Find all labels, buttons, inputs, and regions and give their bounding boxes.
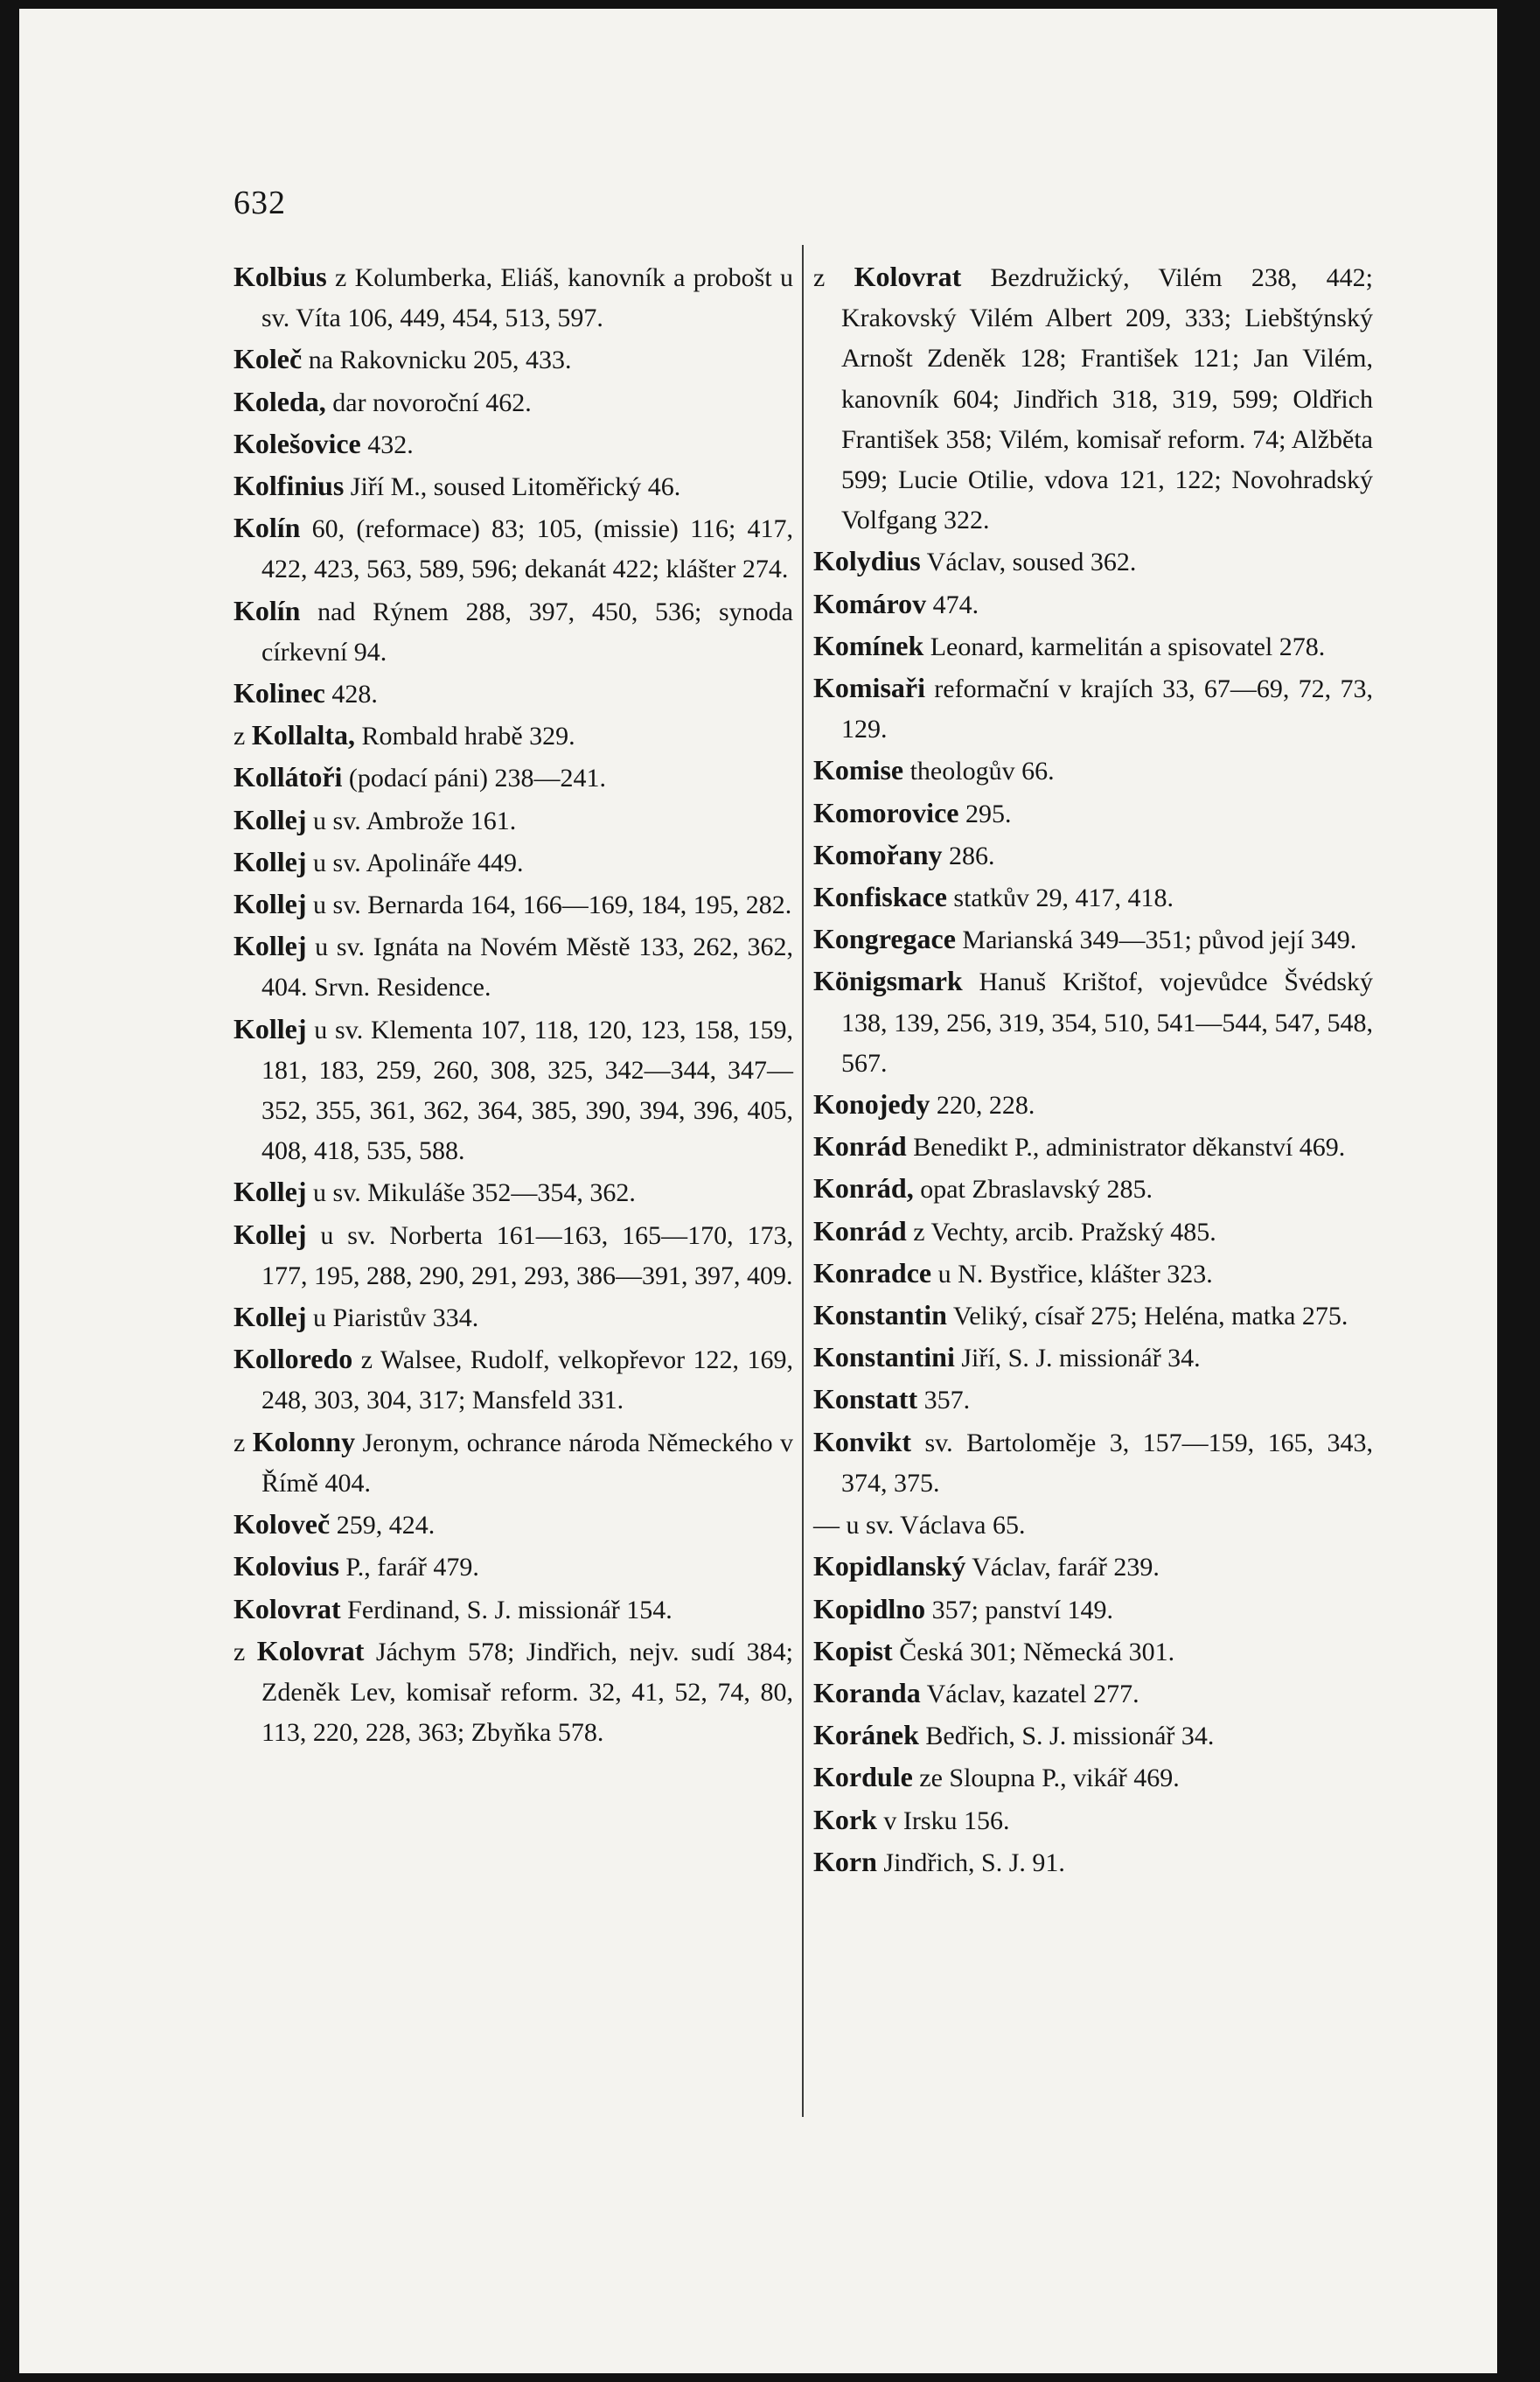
index-entry xyxy=(233,842,793,884)
index-entry xyxy=(813,1253,1373,1295)
entry-keyword: Koloveč xyxy=(233,1508,331,1540)
index-entry xyxy=(813,835,1373,877)
entry-keyword: Komořany xyxy=(813,838,943,870)
entry-keyword: Konradce xyxy=(813,1256,932,1289)
entry-references: u sv. Bernarda 164, 166—169, 184, 195, 282. xyxy=(306,891,792,920)
entry-references: u sv. Norberta 161—163, 165—170, 173, 177, 195, 288, 290, 291, 293, 386—391, 397, 409. xyxy=(261,1220,793,1290)
entry-keyword: Konrád xyxy=(813,1214,907,1247)
index-entry xyxy=(233,884,793,926)
entry-references: u Piaristův 334. xyxy=(306,1303,479,1333)
index-entry xyxy=(813,1211,1373,1253)
entry-references: z Vechty, arcib. Pražský 485. xyxy=(906,1217,1216,1247)
entry-keyword: Kolovius xyxy=(233,1550,339,1582)
entry-keyword: Kordule xyxy=(813,1761,913,1793)
entry-keyword: Konstantin xyxy=(813,1299,947,1331)
index-entry xyxy=(813,1126,1373,1168)
entry-references: 295. xyxy=(958,799,1012,828)
entry-references: u sv. Ignáta na Novém Městě 133, 262, 362, 404. Srvn. Residence. xyxy=(261,933,793,1002)
entry-references: 220, 228. xyxy=(930,1091,1035,1121)
entry-keyword: Konojedy xyxy=(813,1088,930,1121)
entry-keyword: Kollej xyxy=(233,1176,307,1208)
entry-references: u N. Bystřice, klášter 323. xyxy=(931,1259,1213,1289)
entry-references: u sv. Mikuláše 352—354, 362. xyxy=(306,1178,636,1208)
index-entry xyxy=(813,919,1373,960)
index-entry xyxy=(233,1589,793,1631)
index-entry xyxy=(233,926,793,1008)
index-entry xyxy=(233,1214,793,1296)
entry-references: Benedikt P., administrator děkanství 469. xyxy=(906,1133,1346,1163)
index-entry xyxy=(233,800,793,842)
entry-references: Veliký, císař 275; Heléna, matka 275. xyxy=(946,1302,1348,1331)
index-entry xyxy=(813,1168,1373,1210)
entry-references: 259, 424. xyxy=(330,1511,436,1540)
entry-keyword: Kolešovice xyxy=(233,427,361,459)
entry-references: u sv. Ambrože 161. xyxy=(306,806,517,835)
entry-keyword: Kolydius xyxy=(813,545,921,577)
entry-references: Jiří M., soused Litoměřický 46. xyxy=(344,472,681,502)
entry-keyword: Kolovrat xyxy=(854,261,962,292)
index-entry xyxy=(233,256,793,339)
entry-keyword: Kollej xyxy=(233,1218,307,1250)
entry-references: sv. Bartoloměje 3, 157—159, 165, 343, 374, 375. xyxy=(841,1428,1373,1498)
index-entry xyxy=(233,715,793,757)
entry-references: P., farář 479. xyxy=(338,1553,479,1582)
index-entry xyxy=(813,667,1373,750)
entry-references: statkův 29, 417, 418. xyxy=(946,884,1174,913)
entry-keyword: Kopist xyxy=(813,1634,893,1666)
entry-keyword: Kolfinius xyxy=(233,470,345,502)
index-entry xyxy=(813,793,1373,835)
index-entry xyxy=(233,1422,793,1504)
index-entry xyxy=(233,1546,793,1588)
entry-references: 432. xyxy=(360,430,414,459)
index-column-right xyxy=(813,256,1373,1883)
index-entry xyxy=(813,1546,1373,1588)
entry-keyword: Kolovrat xyxy=(233,1592,341,1624)
entry-references: 60, (reformace) 83; 105, (missie) 116; 417, 422, 423, 563, 589, 596; dekanát 422; klášter 274. xyxy=(261,514,793,584)
entry-references: dar novoroční 462. xyxy=(325,388,532,417)
entry-references: 357; panství 149. xyxy=(925,1595,1114,1624)
entry-references: u sv. Apolináře 449. xyxy=(306,848,524,877)
entry-keyword: Kopidlno xyxy=(813,1592,926,1624)
entry-references: (podací páni) 238—241. xyxy=(342,764,607,793)
entry-references: Jáchym 578; Jindřich, nejv. sudí 384; Zdeněk Lev, komisař reform. 32, 41, 52, 74, 80, 113, 220, 228, 363; Zbyňka 578. xyxy=(261,1637,793,1748)
entry-references: z Walsee, Rudolf, velkopřevor 122, 169, 248, 303, 304, 317; Mansfeld 331. xyxy=(261,1345,793,1415)
entry-references: u sv. Klementa 107, 118, 120, 123, 158, 159, 181, 183, 259, 260, 308, 325, 342—344, 347—352, 355, 361, 362, 364, 385, 390, 394, 396, 405, 408, 418, 535, 588. xyxy=(261,1015,793,1166)
entry-keyword: Komisaři xyxy=(813,672,925,704)
entry-references: Bezdružický, Vilém 238, 442; Krakovský Vilém Albert 209, 333; Liebštýnský Arnošt Zdeněk 128; František 121; Jan Vilém, kanovník 604; Jindřich 318, 319, 599; Oldřich František 358; Vilém, komisař reform. 74; Alžběta 599; Lucie Otilie, vdova 121, 122; Novohradský Volfgang 322. xyxy=(841,263,1373,535)
entry-keyword: Königsmark xyxy=(813,965,963,997)
index-entry xyxy=(813,1715,1373,1757)
entry-references: Jindřich, S. J. 91. xyxy=(876,1848,1065,1877)
entry-keyword: Kolinec xyxy=(233,677,325,709)
entry-keyword: Komínek xyxy=(813,629,924,661)
entry-keyword: Konfiskace xyxy=(813,881,947,913)
index-entry xyxy=(813,1757,1373,1799)
entry-references: ze Sloupna P., vikář 469. xyxy=(912,1764,1180,1793)
index-entry xyxy=(813,1631,1373,1673)
index-entry xyxy=(813,750,1373,792)
index-entry xyxy=(233,757,793,799)
entry-keyword: Komárov xyxy=(813,587,927,619)
index-entry xyxy=(813,1841,1373,1883)
index-entry xyxy=(813,256,1373,541)
entry-keyword: Kork xyxy=(813,1803,877,1835)
entry-keyword: Konvikt xyxy=(813,1425,912,1457)
index-entry xyxy=(233,590,793,673)
column-divider xyxy=(802,245,804,2117)
entry-references: Ferdinand, S. J. missionář 154. xyxy=(340,1595,672,1624)
entry-keyword: Kolloredo xyxy=(233,1343,353,1375)
entry-references: z Kolumberka, Eliáš, kanovník a probošt u sv. Víta 106, 449, 454, 513, 597. xyxy=(261,263,793,333)
entry-keyword: Kolín xyxy=(233,512,301,544)
index-entry xyxy=(813,1589,1373,1631)
entry-keyword: Kollátoři xyxy=(233,761,343,793)
entry-keyword: Kollej xyxy=(233,930,307,962)
index-entry xyxy=(233,1009,793,1172)
entry-keyword: Konrád, xyxy=(813,1172,914,1205)
index-entry xyxy=(233,423,793,465)
index-entry xyxy=(813,1673,1373,1715)
entry-references: Václav, farář 239. xyxy=(965,1553,1160,1582)
index-entry xyxy=(813,583,1373,625)
index-entry xyxy=(233,1296,793,1338)
entry-prefix: z xyxy=(233,1428,253,1457)
index-entry xyxy=(813,877,1373,919)
entry-keyword: Kolonny xyxy=(252,1425,356,1457)
entry-keyword: Kollej xyxy=(233,1301,307,1333)
entry-keyword: Koranda xyxy=(813,1676,921,1708)
index-entry xyxy=(813,1084,1373,1126)
entry-keyword: Kollej xyxy=(233,803,307,835)
entry-references: v Irsku 156. xyxy=(876,1806,1010,1835)
entry-prefix: z xyxy=(813,263,854,292)
entry-references: theologův 66. xyxy=(903,757,1055,786)
index-entry xyxy=(233,1504,793,1546)
entry-keyword: Kollej xyxy=(233,888,307,920)
index-entry xyxy=(233,339,793,381)
index-entry xyxy=(233,381,793,423)
index-entry xyxy=(233,507,793,590)
entry-references: 474. xyxy=(926,590,979,619)
index-column-left xyxy=(233,256,793,1753)
entry-keyword: Kollej xyxy=(233,845,307,877)
entry-keyword: Koleč xyxy=(233,343,303,375)
entry-references: Leonard, karmelitán a spisovatel 278. xyxy=(923,632,1326,661)
index-entry xyxy=(813,1337,1373,1379)
entry-keyword: Kongregace xyxy=(813,923,956,955)
index-entry xyxy=(813,960,1373,1084)
entry-keyword: Kopidlanský xyxy=(813,1550,966,1582)
entry-keyword: Korn xyxy=(813,1845,877,1877)
entry-references: Václav, soused 362. xyxy=(920,548,1137,577)
entry-keyword: Konstatt xyxy=(813,1383,918,1415)
entry-keyword: Komorovice xyxy=(813,796,959,828)
entry-keyword: Kolovrat xyxy=(256,1634,365,1666)
index-entry xyxy=(233,673,793,715)
entry-references: reformační v krajích 33, 67—69, 72, 73, 129. xyxy=(841,674,1373,744)
entry-references: Marianská 349—351; původ její 349. xyxy=(955,926,1357,955)
entry-keyword: Koleda, xyxy=(233,385,326,417)
entry-references: Rombald hrabě 329. xyxy=(355,722,575,751)
index-entry xyxy=(813,625,1373,667)
index-entry xyxy=(813,1504,1373,1546)
entry-keyword: Kolbius xyxy=(233,261,327,292)
index-entry xyxy=(813,1295,1373,1337)
entry-references: Česká 301; Německá 301. xyxy=(892,1637,1175,1666)
index-entry xyxy=(233,1338,793,1421)
entry-references: na Rakovnicku 205, 433. xyxy=(302,346,572,375)
entry-prefix: z xyxy=(233,722,252,751)
index-entry xyxy=(233,1171,793,1213)
entry-prefix: — xyxy=(813,1511,847,1540)
entry-references: Jiří, S. J. missionář 34. xyxy=(954,1344,1201,1373)
index-entry xyxy=(813,1799,1373,1841)
index-entry xyxy=(233,1631,793,1754)
entry-keyword: Komise xyxy=(813,754,904,786)
entry-keyword: Konstantini xyxy=(813,1341,955,1373)
book-page xyxy=(19,9,1497,2373)
index-entry xyxy=(813,1379,1373,1421)
page-number: 632 xyxy=(233,185,286,221)
entry-references: u sv. Václava 65. xyxy=(846,1511,1026,1540)
index-entry xyxy=(233,465,793,507)
entry-references: Hanuš Krištof, vojevůdce Švédský 138, 139, 256, 319, 354, 510, 541—544, 547, 548, 567. xyxy=(841,967,1373,1078)
entry-keyword: Kollej xyxy=(233,1012,307,1044)
entry-keyword: Kollalta, xyxy=(251,719,356,751)
entry-keyword: Kolín xyxy=(233,594,301,626)
index-entry xyxy=(813,541,1373,583)
index-entry xyxy=(813,1422,1373,1504)
entry-references: 357. xyxy=(917,1386,971,1415)
entry-prefix: z xyxy=(233,1637,257,1666)
entry-references: 428. xyxy=(324,680,378,709)
entry-references: Bedřich, S. J. missionář 34. xyxy=(918,1722,1215,1751)
entry-keyword: Koránek xyxy=(813,1719,919,1751)
entry-references: Jeronym, ochrance národa Německého v Římě 404. xyxy=(261,1428,793,1498)
entry-references: Václav, kazatel 277. xyxy=(920,1679,1139,1708)
entry-keyword: Konrád xyxy=(813,1130,907,1163)
entry-references: 286. xyxy=(942,841,995,870)
entry-references: nad Rýnem 288, 397, 450, 536; synoda církevní 94. xyxy=(261,597,793,667)
entry-references: opat Zbraslavský 285. xyxy=(913,1175,1153,1205)
